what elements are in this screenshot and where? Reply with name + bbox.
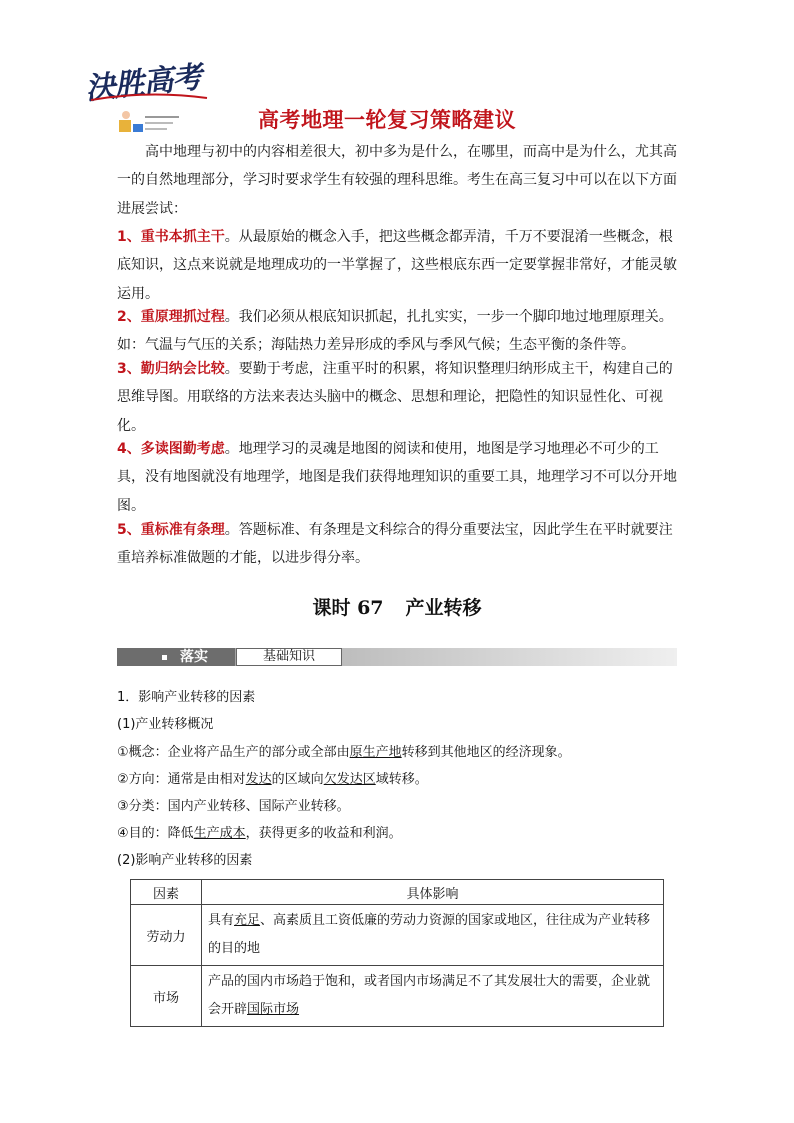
tip-number: 4、 (117, 441, 141, 457)
section-tab: 基础知识 (236, 648, 342, 666)
tip-3 (117, 355, 682, 440)
section-heading: 1．影响产业转移的因素 (117, 690, 256, 705)
intro-paragraph (117, 138, 682, 223)
logo (85, 58, 217, 138)
square-bullet-icon (162, 655, 167, 660)
tip-text: 。答题标准、有条理是文科综合的得分重要法宝，因此学生在平时就要注重培养标准做题的才能，以进步得分率。 (117, 522, 673, 567)
tip-text: 。从最原始的概念入手，把这些概念都弄清，千万不要混淆一些概念，根底知识，这点来说就是地理成功的一半掌握了，这些根底东西一定要掌握非常好，才能灵敏运用。 (117, 229, 677, 302)
lesson-number: 课时 67 (312, 597, 384, 619)
graduation-logo-icon (113, 106, 183, 136)
impact-cell: 具有充足、高素质且工资低廉的劳动力资源的国家或地区，往往成为产业转移的目的地 (202, 905, 664, 966)
subsection-heading: (1)产业转移概况 (117, 717, 214, 732)
tip-lead: 重原理抓过程 (140, 309, 225, 325)
table-header: 具体影响 (202, 880, 664, 905)
main-title: 高考地理一轮复习策略建议 (258, 108, 516, 132)
table-row (131, 905, 664, 966)
tip-text: 。地理学习的灵魂是地图的阅读和使用，地图是学习地理必不可少的工具，没有地图就没有地理学，地图是我们获得地理知识的重要工具，地理学习不可以分开地图。 (117, 441, 677, 514)
tip-text: 。要勤于考虑，注重平时的积累，将知识整理归纳形成主干，构建自己的思维导图。用联络的方法来表达头脑中的概念、思想和理论，把隐性的知识显性化、可视化。 (117, 361, 673, 434)
tip-lead: 勤归纳会比较 (140, 361, 225, 377)
factor-cell: 劳动力 (131, 905, 202, 966)
category-line: ③分类：国内产业转移、国际产业转移。 (117, 799, 350, 814)
tip-text: 。我们必须从根底知识抓起，扎扎实实，一步一个脚印地过地理原理关。如：气温与气压的关系；海陆热力差异形成的季风与季风气候；生态平衡的条件等。 (117, 309, 673, 354)
table-row (131, 966, 664, 1027)
tip-number: 3、 (117, 361, 141, 377)
tip-1 (117, 223, 682, 308)
logo-swoosh-icon (89, 92, 209, 102)
tip-lead: 多读图勤考虑 (140, 441, 225, 457)
concept-line: ①概念：企业将产品生产的部分或全部由原生产地转移到其他地区的经济现象。 (117, 745, 571, 760)
table-header-row (131, 880, 664, 905)
logo-text: 決胜高考 (83, 60, 203, 107)
tip-2 (117, 303, 682, 360)
subsection-heading: (2)影响产业转移的因素 (117, 853, 253, 868)
lesson-title: 产业转移 (405, 597, 482, 619)
tip-5 (117, 516, 682, 573)
section-band-dark (117, 648, 235, 666)
lesson-heading (0, 593, 794, 620)
tip-lead: 重书本抓主干 (140, 229, 225, 245)
tip-number: 2、 (117, 309, 141, 325)
section-band-label: 落实 (180, 649, 208, 665)
factors-table (130, 879, 664, 1027)
impact-cell: 产品的国内市场趋于饱和，或者国内市场满足不了其发展壮大的需要，企业就会开辟国际市场 (202, 966, 664, 1027)
tip-number: 1、 (117, 229, 141, 245)
tip-number: 5、 (117, 522, 141, 538)
intro-text: 高中地理与初中的内容相差很大，初中多为是什么，在哪里，而高中是为什么，尤其高一的自然地理部分，学习时要求学生有较强的理科思维。考生在高三复习中可以在以下方面进展尝试： (117, 144, 677, 217)
purpose-line: ④目的：降低生产成本，获得更多的收益和利润。 (117, 826, 402, 841)
table-header: 因素 (131, 880, 202, 905)
factor-cell: 市场 (131, 966, 202, 1027)
direction-line: ②方向：通常是由相对发达的区域向欠发达区域转移。 (117, 772, 428, 787)
tip-4 (117, 435, 682, 520)
tip-lead: 重标准有条理 (140, 522, 225, 538)
